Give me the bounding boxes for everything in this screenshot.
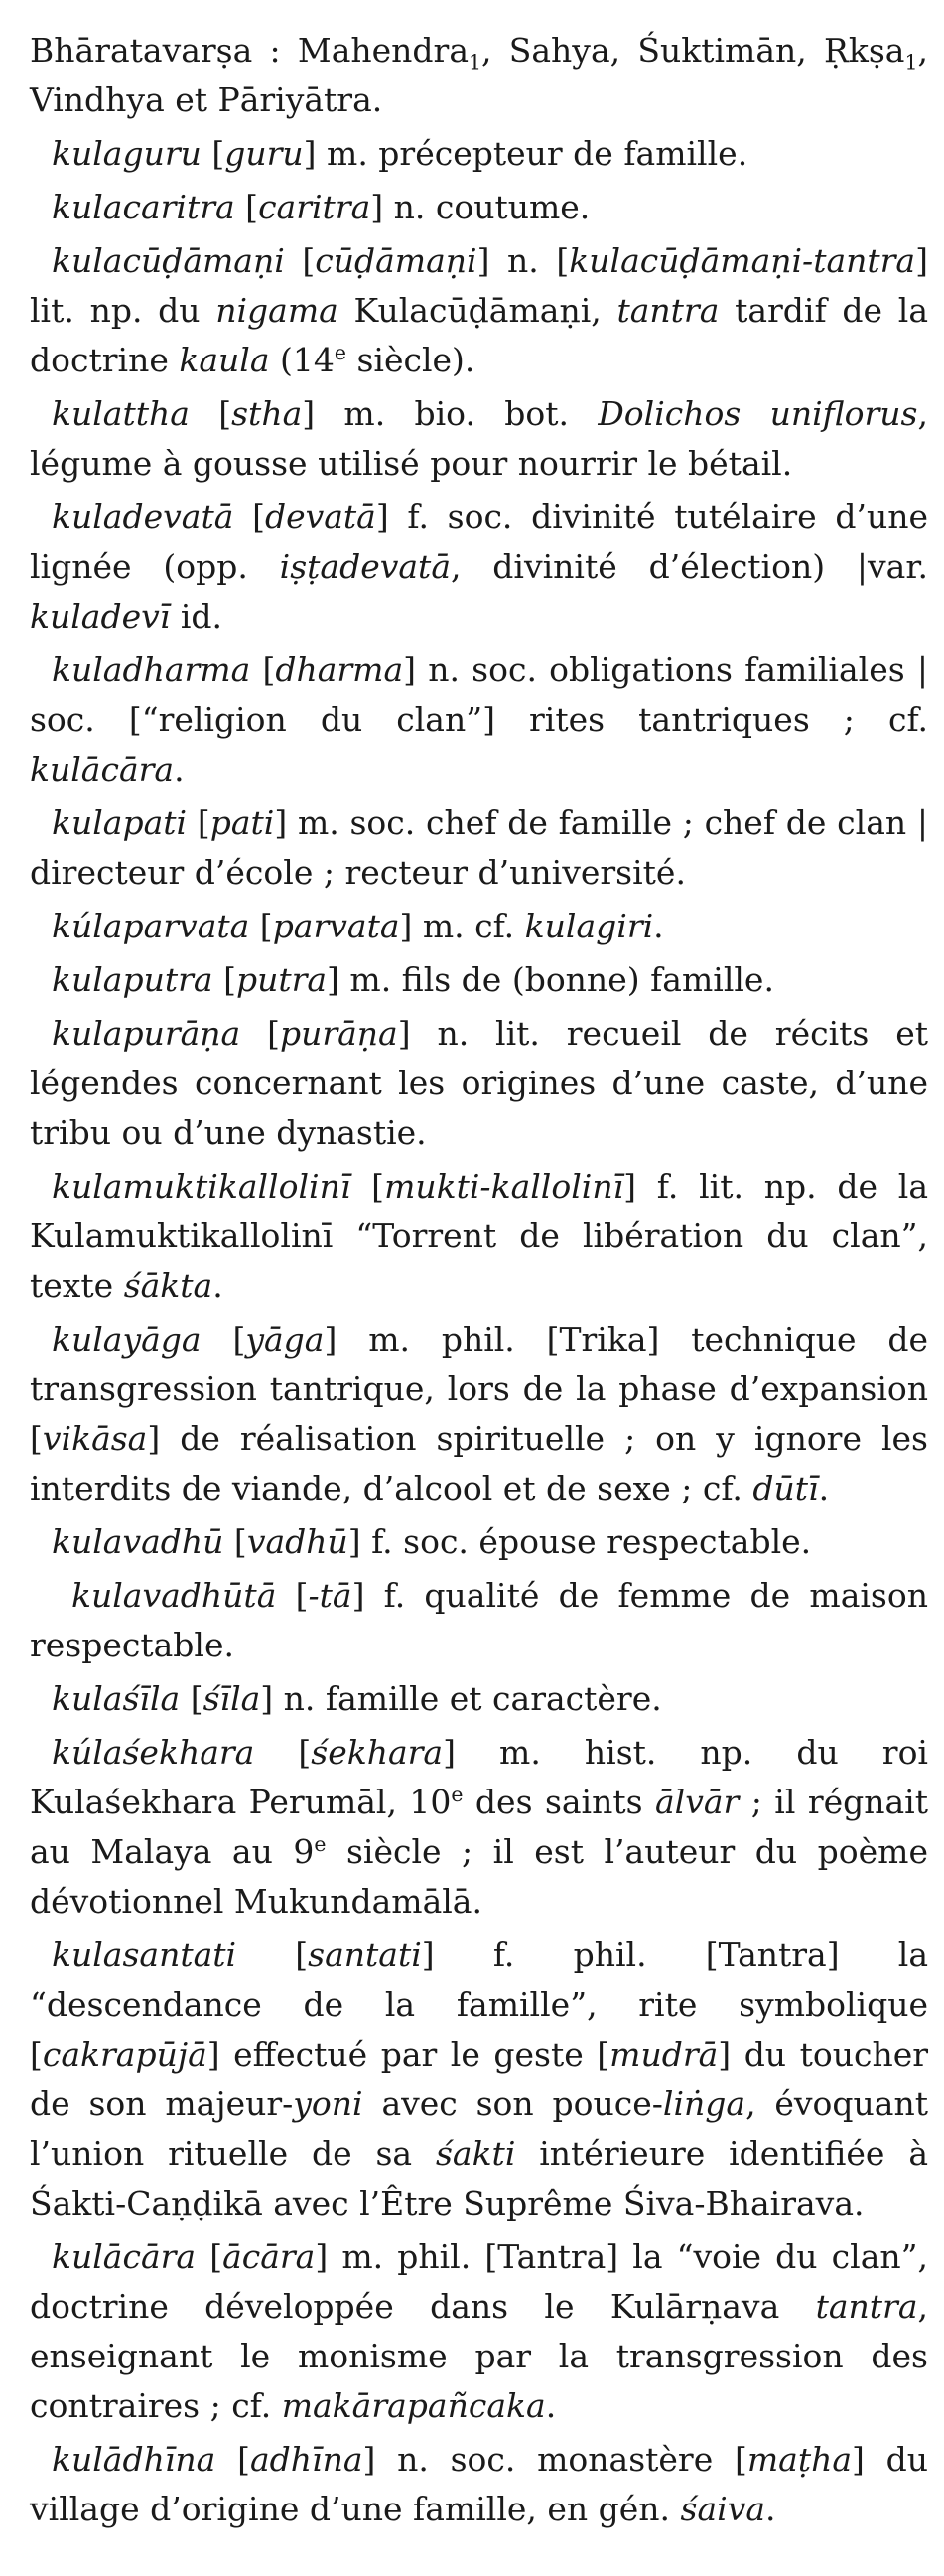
- italic-term: yoni: [293, 2084, 363, 2123]
- entry-text: ] m. hist. np. du roi Kulaśekhara Perumāl, 10: [30, 1733, 928, 1821]
- entry-text: [: [240, 1014, 280, 1053]
- italic-term: caritra: [258, 188, 371, 226]
- entry-text: ] m. fils de (bonne) famille.: [327, 960, 774, 999]
- entry-text: intérieure identifiée à Śakti-Caṇḍikā avec l’Être Suprême Śiva-Bhairava.: [30, 2134, 928, 2222]
- entry-text: ] n. famille et caractère.: [260, 1679, 662, 1718]
- dictionary-entry: [30, 1728, 928, 1927]
- entry-text: ] f. phil. [Tantra] la “descendance de la famille”, rite symbolique [: [30, 1935, 928, 2074]
- entry-text: [: [276, 1576, 309, 1615]
- entry-text: .: [174, 750, 185, 788]
- entry-text: [: [236, 1935, 309, 1974]
- italic-term: adhīna: [249, 2440, 363, 2479]
- entry-headword: kúlaparvata: [52, 907, 250, 945]
- dictionary-entry: [30, 1162, 928, 1311]
- entry-text: ] effectué par le geste [: [206, 2035, 610, 2074]
- italic-term: pati: [209, 803, 275, 842]
- entry-text: ] de réalisation spirituelle ; on y ignore les interdits de viande, d’alcool et de sexe ; cf.: [30, 1419, 928, 1507]
- entry-text: ] n. soc. monastère [: [362, 2440, 747, 2479]
- italic-term: makārapañcaka: [281, 2386, 546, 2425]
- entry-text: avec son pouce-: [362, 2084, 663, 2123]
- dictionary-entry: [30, 26, 928, 125]
- dictionary-entry: [30, 1674, 928, 1724]
- entry-text: , légume à gousse utilisé pour nourrir le bétail.: [30, 394, 928, 483]
- entry-headword: kulayāga: [52, 1320, 202, 1359]
- entry-text: , Sahya, Śuktimān, Ṛkṣa: [481, 31, 905, 70]
- italic-term: vikāsa: [42, 1419, 148, 1458]
- italic-term: -tā: [308, 1576, 352, 1615]
- dictionary-entry: [30, 493, 928, 642]
- entry-text: .: [653, 907, 664, 945]
- entry-text: ] m. précepteur de famille.: [303, 134, 748, 173]
- entry-headword: kulaputra: [52, 960, 213, 999]
- dictionary-entry: [30, 955, 928, 1005]
- entry-headword: kulācāra: [52, 2237, 197, 2276]
- entry-text: , enseignant le monisme par la transgression des contraires ; cf.: [30, 2287, 928, 2425]
- italic-term: mudrā: [609, 2035, 719, 2074]
- italic-term: yāga: [245, 1320, 325, 1359]
- italic-term: purāṇa: [279, 1014, 398, 1053]
- italic-term: śīla: [202, 1679, 261, 1718]
- dictionary-entry: [30, 1931, 928, 2228]
- entry-text: ] f. soc. divinité tutélaire d’une lignée (opp.: [30, 498, 928, 586]
- entry-text: [: [196, 2237, 223, 2276]
- entry-text: siècle ; il est l’auteur du poème dévotionnel Mukundamālā.: [30, 1832, 928, 1921]
- entry-headword: kulapurāṇa: [52, 1014, 241, 1053]
- entry-text: ] m. cf.: [399, 907, 525, 945]
- entry-headword: kulapati: [52, 803, 188, 842]
- entry-headword: kulacaritra: [52, 188, 235, 226]
- entry-headword: kulasantati: [52, 1935, 237, 1974]
- italic-term: vadhū: [246, 1522, 348, 1561]
- italic-term: dūtī: [752, 1469, 819, 1507]
- subscript: 1: [904, 50, 918, 74]
- dictionary-entry: [30, 2435, 928, 2534]
- entry-text: ] f. qualité de femme de maison respectable.: [30, 1576, 928, 1664]
- italic-term: devatā: [264, 498, 376, 536]
- entry-text: ] lit. np. du: [30, 241, 928, 330]
- italic-term: śekhara: [311, 1733, 444, 1772]
- entry-text: , Vindhya et Pāriyātra.: [30, 31, 929, 119]
- entry-text: .: [212, 1266, 223, 1305]
- entry-text: ] n. soc. obligations familiales | soc. [“religion du clan”] rites tantriques ; cf.: [30, 650, 928, 739]
- entry-text: [: [350, 1167, 385, 1206]
- entry-headword: kuladevatā: [52, 498, 234, 536]
- entry-headword: kulādhīna: [52, 2440, 216, 2479]
- dictionary-entry: [30, 183, 928, 232]
- entry-text: tardif de la doctrine: [30, 291, 928, 379]
- entry-text: ] f. lit. np. de la Kulamuktikallolinī “Torrent de libération du clan”, texte: [30, 1167, 928, 1305]
- dictionary-entry: [30, 902, 928, 951]
- entry-text: [: [180, 1679, 203, 1718]
- entry-text: (14: [269, 341, 335, 379]
- entry-text: ] n. lit. recueil de récits et légendes concernant les origines d’une caste, d’une tribu ou d’une dynastie.: [30, 1014, 928, 1152]
- entry-headword: kulacūḍāmaṇi: [52, 241, 285, 280]
- italic-term: ācāra: [222, 2237, 316, 2276]
- italic-term: śaiva: [680, 2490, 766, 2528]
- italic-term: putra: [235, 960, 328, 999]
- dictionary-entry: [30, 129, 928, 179]
- italic-term: ālvār: [654, 1783, 740, 1821]
- entry-text: [: [201, 134, 225, 173]
- italic-term: tantra: [815, 2287, 918, 2326]
- italic-term: kulācāra: [30, 750, 175, 788]
- italic-term: śākta: [123, 1266, 213, 1305]
- entry-headword: kulavadhūtā: [71, 1576, 277, 1615]
- entry-text: [: [233, 498, 265, 536]
- dictionary-entry: [30, 1009, 928, 1158]
- italic-term: iṣṭadevatā: [279, 547, 451, 586]
- italic-term: dharma: [275, 650, 404, 689]
- entry-text: [: [250, 650, 276, 689]
- entry-text: [: [212, 960, 236, 999]
- italic-term: kaula: [179, 341, 270, 379]
- entry-text: Bhāratavarṣa : Mahendra: [30, 31, 469, 70]
- entry-text: [: [215, 2440, 250, 2479]
- subscript: 1: [469, 50, 482, 74]
- entry-text: des saints: [463, 1783, 655, 1821]
- italic-term: parvata: [272, 907, 400, 945]
- italic-term: kulacūḍāmaṇi-tantra: [569, 241, 916, 280]
- entry-text: [: [223, 1522, 247, 1561]
- entry-text: , évoquant l’union rituelle de sa: [30, 2084, 928, 2173]
- entry-text: [: [254, 1733, 312, 1772]
- italic-term: cakrapūjā: [42, 2035, 207, 2074]
- entry-headword: kúlaśekhara: [52, 1733, 255, 1772]
- entry-text: ] du toucher de son majeur-: [30, 2035, 929, 2123]
- entry-text: ; il régnait au Malaya au 9: [30, 1783, 928, 1871]
- italic-term: nigama: [215, 291, 338, 330]
- entry-text: , divinité d’élection) |var.: [451, 547, 928, 586]
- superscript: e: [314, 1832, 327, 1856]
- entry-headword: kulaguru: [52, 134, 202, 173]
- entry-text: ] m. soc. chef de famille ; chef de clan | directeur d’école ; recteur d’université.: [30, 803, 928, 892]
- entry-text: ] f. soc. épouse respectable.: [347, 1522, 812, 1561]
- italic-term: Dolichos uniflorus: [598, 394, 918, 433]
- italic-term: santati: [308, 1935, 422, 1974]
- superscript: e: [334, 341, 346, 364]
- entry-headword: kulavadhū: [52, 1522, 224, 1561]
- italic-term: kulagiri: [524, 907, 654, 945]
- entry-text: [: [201, 1320, 246, 1359]
- dictionary-entry: [30, 389, 928, 489]
- entry-text: [: [187, 803, 210, 842]
- entry-text: ] m. phil. [Tantra] la “voie du clan”, doctrine développée dans le Kulārṇava: [30, 2237, 928, 2326]
- italic-term: guru: [224, 134, 304, 173]
- entry-text: [: [189, 394, 232, 433]
- dictionary-entry: [30, 236, 928, 385]
- entry-headword: kulattha: [52, 394, 190, 433]
- entry-text: [: [249, 907, 273, 945]
- entry-text: .: [818, 1469, 830, 1507]
- entry-text: siècle).: [345, 341, 475, 379]
- superscript: e: [451, 1783, 464, 1806]
- dictionary-entry: [30, 645, 928, 794]
- entry-text: ] n. coutume.: [370, 188, 591, 226]
- entry-headword: kuladharma: [52, 650, 251, 689]
- entry-text: ] m. phil. [Trika] technique de transgression tantrique, lors de la phase d’expansion [: [30, 1320, 928, 1458]
- italic-term: maṭha: [746, 2440, 853, 2479]
- italic-term: stha: [231, 394, 303, 433]
- entry-text: [: [284, 241, 316, 280]
- italic-term: mukti-kallolinī: [384, 1167, 624, 1206]
- entry-text: id.: [170, 597, 223, 636]
- entry-headword: kulaśīla: [52, 1679, 181, 1718]
- entry-text: .: [765, 2490, 776, 2528]
- entry-headword: kulamuktikallolinī: [52, 1167, 351, 1206]
- dictionary-entry: [30, 2232, 928, 2431]
- italic-term: cūḍāmaṇi: [315, 241, 477, 280]
- entry-text: ] m. bio. bot.: [302, 394, 599, 433]
- italic-term: liṅga: [662, 2084, 746, 2123]
- dictionary-entry: [30, 1571, 928, 1670]
- entry-text: ] du village d’origine d’une famille, en gén.: [30, 2440, 929, 2528]
- dictionary-entry: [30, 1517, 928, 1567]
- italic-term: kuladevī: [30, 597, 171, 636]
- italic-term: śakti: [435, 2134, 516, 2173]
- dictionary-entry: [30, 798, 928, 898]
- entry-text: ] n. [: [476, 241, 570, 280]
- dictionary-entry: [30, 1315, 928, 1513]
- entry-text: Kulacūḍāmaṇi,: [337, 291, 617, 330]
- entry-text: .: [545, 2386, 557, 2425]
- italic-term: tantra: [616, 291, 720, 330]
- entry-text: [: [234, 188, 259, 226]
